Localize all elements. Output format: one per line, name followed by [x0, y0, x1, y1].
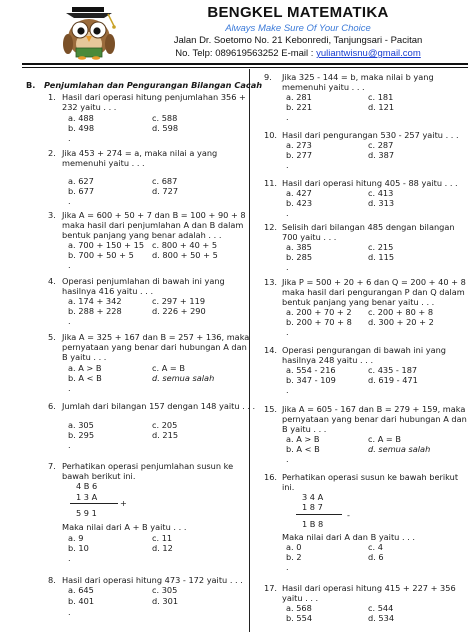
q4-answer-dot: . — [68, 316, 71, 326]
q7-stack-row1: 4 B 6 — [76, 481, 98, 491]
q17-option-b[interactable]: b. 554 — [286, 613, 313, 623]
q12-option-c[interactable]: c. 215 — [368, 242, 394, 252]
q9-number: 9. — [264, 72, 272, 82]
q13-text-line3: bentuk panjang yang benar yaitu . . . — [282, 297, 435, 307]
q13-answer-dot: . — [286, 327, 289, 337]
q6-option-a[interactable]: a. 305 — [68, 420, 94, 430]
q5-number: 5. — [48, 332, 56, 342]
q15-option-a[interactable]: a. A > B — [286, 434, 320, 444]
q10-option-a[interactable]: a. 273 — [286, 140, 312, 150]
q7-option-b[interactable]: b. 10 — [68, 543, 89, 553]
header-rule-thin — [22, 67, 468, 68]
q1-text-line2: 232 yaitu . . . — [62, 102, 117, 112]
q15-option-c[interactable]: c. A = B — [368, 434, 401, 444]
q12-text-line2: 700 yaitu . . . — [282, 232, 337, 242]
q17-option-a[interactable]: a. 568 — [286, 603, 312, 613]
q1-option-b[interactable]: b. 498 — [68, 123, 95, 133]
q7-answer-dot: . — [68, 553, 71, 563]
q8-option-c[interactable]: c. 305 — [152, 585, 178, 595]
q7-sum-line — [70, 503, 118, 504]
q17-text-line1: Hasil dari operasi hitung 415 + 227 + 356 — [282, 583, 456, 593]
q14-option-b[interactable]: b. 347 - 109 — [286, 375, 336, 385]
header-title: BENGKEL MATEMATIKA — [207, 4, 389, 21]
q16-option-d[interactable]: d. 6 — [368, 552, 384, 562]
q3-option-d[interactable]: d. 800 + 50 + 5 — [152, 250, 218, 260]
q17-option-d[interactable]: d. 534 — [368, 613, 395, 623]
q12-option-d[interactable]: d. 115 — [368, 252, 395, 262]
q15-option-d[interactable]: d. semua salah — [368, 444, 431, 454]
q3-text-line3: bentuk panjang yang benar adalah . . . — [62, 230, 222, 240]
q3-number: 3. — [48, 210, 56, 220]
q12-number: 12. — [264, 222, 278, 232]
q10-text-line1: Hasil dari pengurangan 530 - 257 yaitu . . . — [282, 130, 459, 140]
q8-option-b[interactable]: b. 401 — [68, 596, 95, 606]
q7-text-line3: Maka nilai dari A + B yaitu . . . — [62, 522, 187, 532]
q11-option-a[interactable]: a. 427 — [286, 188, 312, 198]
q11-option-d[interactable]: d. 313 — [368, 198, 395, 208]
q8-number: 8. — [48, 575, 56, 585]
header-phone: No. Telp: 089619563252 E-mail : — [175, 48, 314, 59]
q16-minus-sign: - — [347, 510, 350, 520]
q13-number: 13. — [264, 277, 278, 287]
header-email-link[interactable]: yuliantwisnu@gmail.com — [316, 48, 421, 59]
header-address: Jalan Dr. Soetomo No. 21 Kebonredi, Tanjungsari - Pacitan — [173, 35, 423, 46]
q2-option-b[interactable]: b. 677 — [68, 186, 95, 196]
q9-answer-dot: . — [286, 112, 289, 122]
q1-option-c[interactable]: c. 588 — [152, 113, 178, 123]
q3-option-c[interactable]: c. 800 + 40 + 5 — [152, 240, 218, 250]
q11-answer-dot: . — [286, 208, 289, 218]
q10-option-c[interactable]: c. 287 — [368, 140, 394, 150]
q12-option-a[interactable]: a. 385 — [286, 242, 312, 252]
q5-option-c[interactable]: c. A = B — [152, 363, 185, 373]
q5-text-line3: B yaitu . . . — [62, 352, 107, 362]
column-divider — [249, 69, 250, 632]
q15-text-line3: B yaitu . . . — [282, 424, 327, 434]
q8-answer-dot: . — [68, 607, 71, 617]
q9-text-line2: memenuhi yaitu . . . — [282, 82, 365, 92]
q5-option-a[interactable]: a. A > B — [68, 363, 102, 373]
q14-option-c[interactable]: c. 435 - 187 — [368, 365, 418, 375]
q13-option-b[interactable]: b. 200 + 70 + 8 — [286, 317, 352, 327]
q7-option-a[interactable]: a. 9 — [68, 533, 84, 543]
q13-option-a[interactable]: a. 200 + 70 + 2 — [286, 307, 352, 317]
q6-text-line1: Jumlah dari bilangan 157 dengan 148 yaitu . . . — [62, 401, 256, 411]
section-letter: B. — [26, 80, 36, 90]
q5-answer-dot: . — [68, 383, 71, 393]
q12-answer-dot: . — [286, 262, 289, 272]
q4-option-c[interactable]: c. 297 + 119 — [152, 296, 206, 306]
q3-option-b[interactable]: b. 700 + 50 + 5 — [68, 250, 134, 260]
q16-difference-line — [296, 514, 342, 515]
q2-answer-dot: . — [68, 196, 71, 206]
q13-option-c[interactable]: c. 200 + 80 + 8 — [368, 307, 434, 317]
q3-option-a[interactable]: a. 700 + 150 + 15 — [68, 240, 145, 250]
q16-option-a[interactable]: a. 0 — [286, 542, 302, 552]
q4-text-line2: hasilnya 416 yaitu . . . — [62, 286, 154, 296]
q2-option-a[interactable]: a. 627 — [68, 176, 94, 186]
q6-option-d[interactable]: d. 215 — [152, 430, 179, 440]
q2-option-d[interactable]: d. 727 — [152, 186, 179, 196]
q16-option-c[interactable]: c. 4 — [368, 542, 383, 552]
q7-plus-sign: + — [120, 498, 127, 508]
q11-option-b[interactable]: b. 423 — [286, 198, 313, 208]
q16-option-b[interactable]: b. 2 — [286, 552, 302, 562]
q2-number: 2. — [48, 148, 56, 158]
q9-option-b[interactable]: b. 221 — [286, 102, 313, 112]
q2-text-line2: memenuhi yaitu . . . — [62, 158, 145, 168]
q4-number: 4. — [48, 276, 56, 286]
q12-text-line1: Selisih dari bilangan 485 dengan bilangan — [282, 222, 455, 232]
q14-number: 14. — [264, 345, 278, 355]
q12-option-b[interactable]: b. 285 — [286, 252, 313, 262]
q17-text-line2: yaitu . . . — [282, 593, 319, 603]
q2-text-line1: Jika 453 + 274 = a, maka nilai a yang — [62, 148, 218, 158]
q13-text-line1: Jika P = 500 + 20 + 6 dan Q = 200 + 40 + 8 — [282, 277, 466, 287]
q16-text-line2: ini. — [282, 482, 295, 492]
q4-option-b[interactable]: b. 288 + 228 — [68, 306, 122, 316]
q5-option-b[interactable]: b. A < B — [68, 373, 102, 383]
q16-stack-row3: 1 B 8 — [302, 519, 324, 529]
q7-option-d[interactable]: d. 12 — [152, 543, 173, 553]
q15-option-b[interactable]: b. A < B — [286, 444, 320, 454]
header-contact — [128, 48, 468, 59]
q8-text-line1: Hasil dari operasi hitung 473 - 172 yaitu . . . — [62, 575, 243, 585]
q16-number: 16. — [264, 472, 278, 482]
q16-text-line1: Perhatikan operasi susun ke bawah berikut — [282, 472, 459, 482]
q16-text-line3: Maka nilai dari A dan B yaitu . . . — [282, 532, 415, 542]
q3-text-line1: Jika A = 600 + 50 + 7 dan B = 100 + 90 + 8 — [62, 210, 246, 220]
owl-mascot-logo — [58, 6, 120, 60]
q5-option-d[interactable]: d. semua salah — [152, 373, 215, 383]
q4-option-d[interactable]: d. 226 + 290 — [152, 306, 206, 316]
q16-stack-row2: 1 8 7 — [302, 502, 323, 512]
q6-option-c[interactable]: c. 205 — [152, 420, 178, 430]
q11-number: 11. — [264, 178, 278, 188]
q6-answer-dot: . — [68, 440, 71, 450]
q9-option-d[interactable]: d. 121 — [368, 102, 395, 112]
q17-option-c[interactable]: c. 544 — [368, 603, 394, 613]
q10-number: 10. — [264, 130, 278, 140]
q5-text-line1: Jika A = 325 + 167 dan B = 257 + 136, maka — [62, 332, 250, 342]
q14-text-line2: hasilnya 248 yaitu . . . — [282, 355, 374, 365]
q15-text-line2: pernyataan yang benar dari hubungan A dan — [282, 414, 467, 424]
q2-option-c[interactable]: c. 687 — [152, 176, 178, 186]
q17-number: 17. — [264, 583, 278, 593]
q14-text-line1: Operasi pengurangan di bawah ini yang — [282, 345, 446, 355]
section-title: Penjumlahan dan Pengurangan Bilangan Cacah — [44, 80, 263, 90]
q14-option-d[interactable]: d. 619 - 471 — [368, 375, 418, 385]
q6-number: 6. — [48, 401, 56, 411]
q7-stack-row3: 5 9 1 — [76, 508, 97, 518]
q13-text-line2: maka hasil dari pengurangan P dan Q dalam — [282, 287, 465, 297]
q7-option-c[interactable]: c. 11 — [152, 533, 173, 543]
header-tagline: Always Make Sure Of Your Choice — [225, 23, 371, 34]
q1-option-a[interactable]: a. 488 — [68, 113, 94, 123]
q1-number: 1. — [48, 92, 56, 102]
q10-option-d[interactable]: d. 387 — [368, 150, 395, 160]
q8-option-a[interactable]: a. 645 — [68, 585, 94, 595]
q16-answer-dot: . — [286, 562, 289, 572]
q11-option-c[interactable]: c. 413 — [368, 188, 394, 198]
q4-option-a[interactable]: a. 174 + 342 — [68, 296, 122, 306]
q7-stack-row2: 1 3 A — [76, 492, 98, 502]
q15-text-line1: Jika A = 605 - 167 dan B = 279 + 159, maka — [282, 404, 466, 414]
q1-answer-dot: . — [68, 133, 71, 143]
q10-answer-dot: . — [286, 160, 289, 170]
q13-option-d[interactable]: d. 300 + 20 + 2 — [368, 317, 434, 327]
q14-answer-dot: . — [286, 385, 289, 395]
q7-number: 7. — [48, 461, 56, 471]
q6-option-b[interactable]: b. 295 — [68, 430, 95, 440]
q9-option-c[interactable]: c. 181 — [368, 92, 394, 102]
q14-option-a[interactable]: a. 554 - 216 — [286, 365, 336, 375]
q7-text-line2: bawah berikut ini. — [62, 471, 136, 481]
q4-text-line1: Operasi penjumlahan di bawah ini yang — [62, 276, 225, 286]
q8-option-d[interactable]: d. 301 — [152, 596, 179, 606]
q15-number: 15. — [264, 404, 278, 414]
q10-option-b[interactable]: b. 277 — [286, 150, 313, 160]
q7-text-line1: Perhatikan operasi penjumlahan susun ke — [62, 461, 234, 471]
q1-text-line1: Hasil dari operasi hitung penjumlahan 356 + — [62, 92, 246, 102]
q5-text-line2: pernyataan yang benar dari hubungan A dan — [62, 342, 247, 352]
q1-option-d[interactable]: d. 598 — [152, 123, 179, 133]
q3-text-line2: maka hasil dari penjumlahan A dan B dalam — [62, 220, 244, 230]
q3-answer-dot: . — [68, 260, 71, 270]
q11-text-line1: Hasil dari operasi hitung 405 - 88 yaitu . . . — [282, 178, 458, 188]
q9-option-a[interactable]: a. 281 — [286, 92, 312, 102]
header-rule-thick — [22, 63, 468, 65]
q9-text-line1: Jika 325 - 144 = b, maka nilai b yang — [282, 72, 434, 82]
q15-answer-dot: . — [286, 454, 289, 464]
q16-stack-row1: 3 4 A — [302, 492, 324, 502]
